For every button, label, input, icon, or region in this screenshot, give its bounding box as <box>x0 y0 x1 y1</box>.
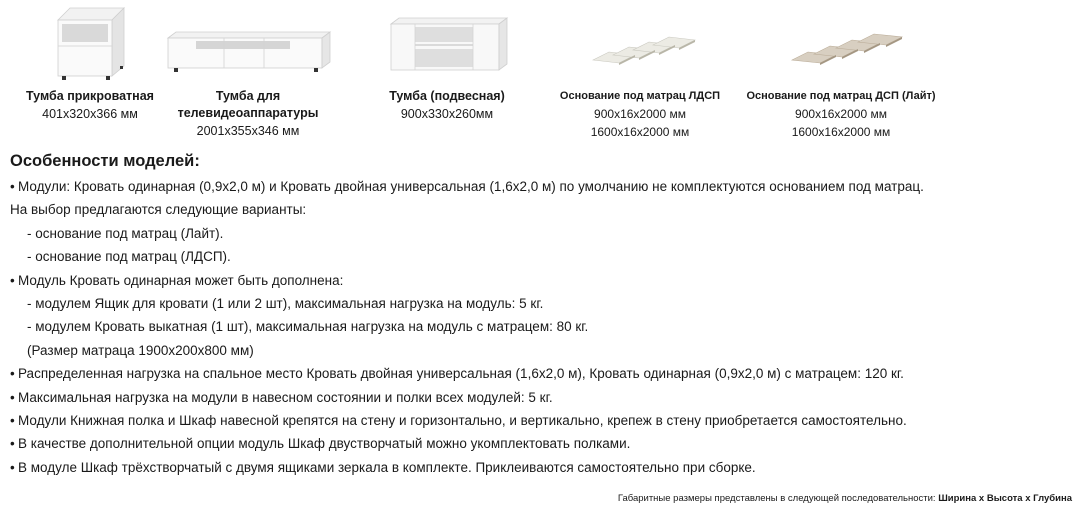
bullet-icon: • <box>10 389 15 405</box>
feature-subitem <box>10 222 1086 245</box>
bullet-icon: • <box>10 366 15 382</box>
features-title: Особенности моделей: <box>10 152 200 170</box>
product-name: Тумба (подвесная) <box>389 89 505 103</box>
bullet-icon: • <box>10 272 15 288</box>
product-dimensions: 900x330x260мм <box>400 107 494 121</box>
product-bedside-cabinet <box>12 0 168 123</box>
product-hanging-cabinet <box>372 0 522 123</box>
product-dimensions-double: 1600x16x2000 мм <box>590 125 690 139</box>
feature-subitem <box>10 315 1086 338</box>
feature-subitem <box>10 292 1086 315</box>
mattress-base-ldsp-image <box>575 0 705 86</box>
feature-item <box>10 269 1086 292</box>
feature-text: Модули Книжная полка и Шкаф навесной крепятся на стену и горизонтально, и вертикально, крепеж в стену приобретается самостоятельно. <box>18 413 907 429</box>
feature-item <box>10 386 1086 409</box>
feature-text: Распределенная нагрузка на спальное место Кровать двойная универсальная (1,6х2,0 м), Кровать одинарная (0,9х2,0 м) с матрацем: 120 кг. <box>18 366 904 382</box>
bedside-cabinet-image <box>50 0 130 86</box>
product-dimensions: 401x320x366 мм <box>42 107 138 121</box>
product-name-line-2: телевидеоаппаратуры <box>177 106 319 120</box>
model-features <box>10 150 1086 479</box>
product-dimensions-single: 900x16x2000 мм <box>594 107 686 121</box>
feature-text: Модули: Кровать одинарная (0,9х2,0 м) и Кровать двойная универсальная (1,6х2,0 м) по умолчанию не комплектуются основанием под матрац. <box>18 179 924 194</box>
feature-text: Модуль Кровать одинарная может быть дополнена: <box>18 272 344 288</box>
feature-item <box>10 175 1086 198</box>
feature-item <box>10 432 1086 455</box>
product-dimensions: 2001x355x346 мм <box>196 124 300 138</box>
bullet-icon: • <box>10 436 15 452</box>
product-dimensions-single: 900x16x2000 мм <box>795 107 887 121</box>
bullet-icon: • <box>10 179 15 194</box>
product-name: Основание под матрац ЛДСП <box>559 90 721 102</box>
feature-item <box>10 362 1086 385</box>
feature-text: - основание под матрац (Лайт). <box>27 225 224 241</box>
feature-text: - основание под матрац (ЛДСП). <box>27 249 231 265</box>
feature-text: В качестве дополнительной опции модуль Шкаф двустворчатый можно укомплектовать полками. <box>18 436 631 452</box>
mattress-base-light-image <box>766 0 916 86</box>
hanging-cabinet-image <box>385 0 509 86</box>
feature-item <box>10 456 1086 479</box>
product-gallery <box>0 0 1086 150</box>
product-dimensions-double: 1600x16x2000 мм <box>791 125 891 139</box>
feature-text: - модулем Ящик для кровати (1 или 2 шт), максимальная нагрузка на модуль: 5 кг. <box>27 296 544 312</box>
dimensions-footnote <box>618 492 1072 506</box>
bullet-icon: • <box>10 459 15 475</box>
feature-text <box>10 198 1086 221</box>
product-tv-stand <box>162 0 334 140</box>
product-name-line-1: Тумба для <box>215 89 281 103</box>
product-mattress-base-light <box>738 0 944 141</box>
feature-item <box>10 409 1086 432</box>
feature-text: (Размер матраца 1900х200х800 мм) <box>27 342 254 358</box>
feature-text: В модуле Шкаф трёхстворчатый с двумя ящиками зеркала в комплекте. Приклеиваются самостоятельно при сборке. <box>18 459 756 475</box>
feature-text: На выбор предлагаются следующие варианты: <box>10 202 307 218</box>
product-mattress-base-ldsp <box>548 0 732 141</box>
feature-subitem <box>10 339 1086 362</box>
product-name: Тумба прикроватная <box>26 89 154 103</box>
features-list <box>10 175 1086 479</box>
feature-text: Максимальная нагрузка на модули в навесном состоянии и полки всех модулей: 5 кг. <box>18 389 553 405</box>
feature-text: - модулем Кровать выкатная (1 шт), максимальная нагрузка на модуль с матрацем: 80 кг. <box>27 319 589 335</box>
feature-subitem <box>10 245 1086 268</box>
footnote-prefix: Габаритные размеры представлены в следующей последовательности: <box>617 493 939 504</box>
product-name: Основание под матрац ДСП (Лайт) <box>746 90 936 102</box>
footnote-order: Ширина х Высота х Глубина <box>938 493 1072 504</box>
bullet-icon: • <box>10 413 15 429</box>
tv-stand-image <box>164 0 332 86</box>
